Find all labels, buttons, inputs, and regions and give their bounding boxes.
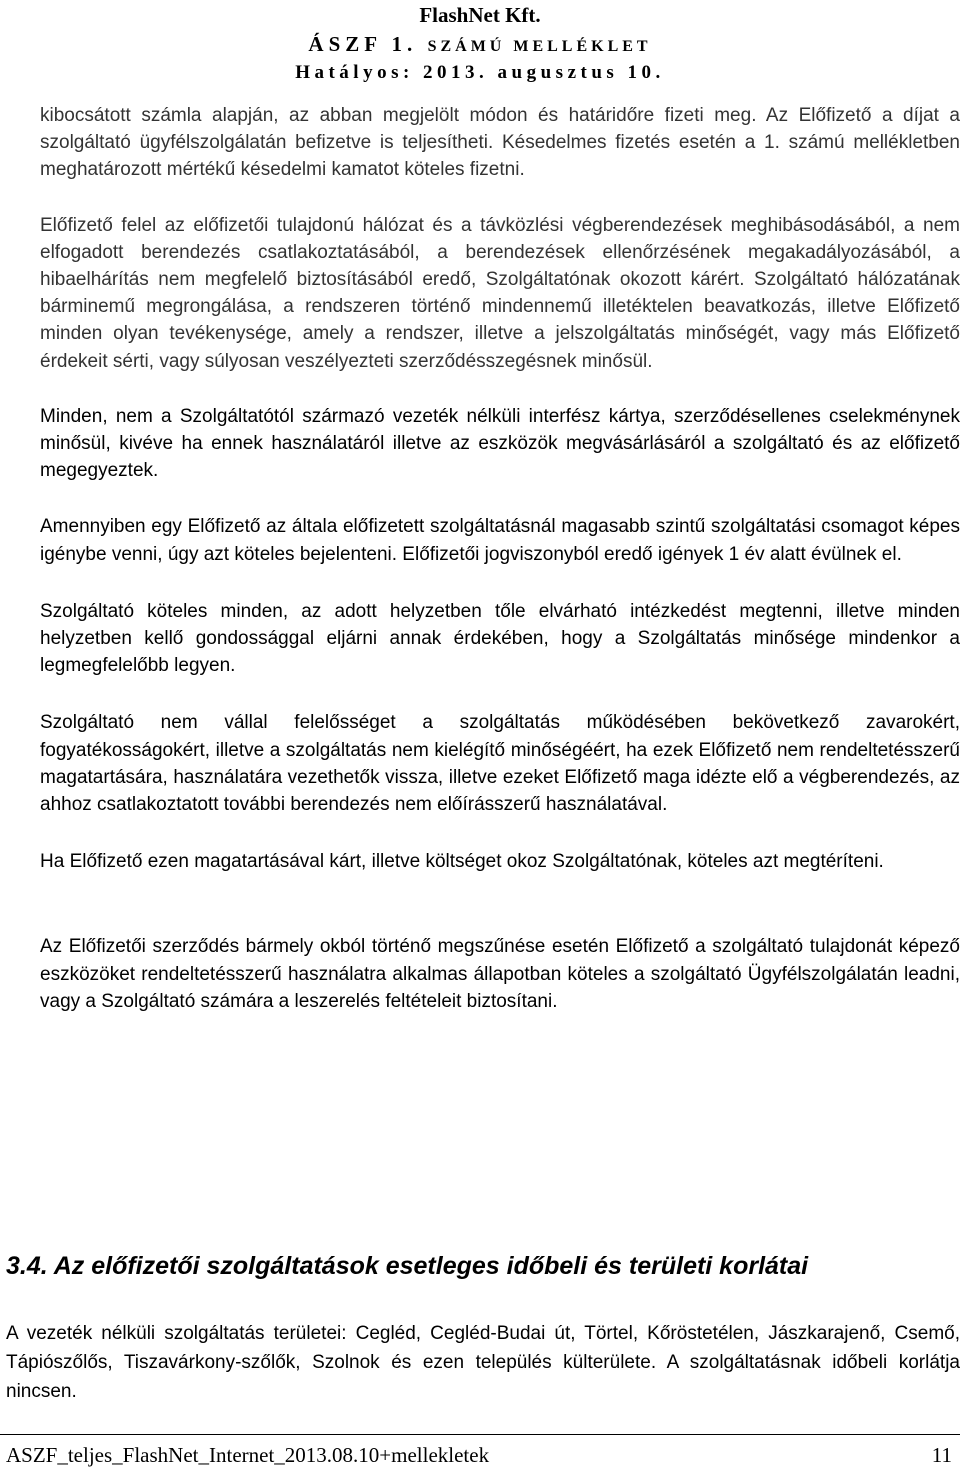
document-title-sub: SZÁMÚ MELLÉKLET bbox=[427, 38, 652, 55]
section-text: A vezeték nélküli szolgáltatás területei: Cegléd, Cegléd-Budai út, Törtel, Kőröstetélen, Jászkarajenő, Csemő, Tápiószőlős, Tiszavárkony-szőlők, Szolnok és ezen település külterülete. A szolgáltatásnak időbeli korlátja nincsen. bbox=[6, 1323, 960, 1402]
paragraph-provider-duty: Szolgáltató köteles minden, az adott helyzetben tőle elvárható intézkedést megtenni, illetve minden helyzetben kellő gondossággal eljárni annak érdekében, hogy a Szolgáltatás minősége mindenkor a legmegfelelőbb legyen. bbox=[40, 600, 960, 677]
company-name: FlashNet Kft. bbox=[419, 3, 541, 27]
document-title bbox=[0, 31, 960, 60]
effective-date: Hatályos: 2013. augusztus 10. bbox=[295, 62, 665, 83]
paragraph-interface-card: Minden, nem a Szolgáltatótól származó vezeték nélküli interfész kártya, szerződésellenes cselekménynek minősül, kivéve ha ennek használatáról illetve az eszközök megvásárlásáról a szolgáltató és az előfizető megegyeztek. bbox=[40, 405, 960, 482]
paragraph-no-liability: Szolgáltató nem vállal felelősséget a szolgáltatás működésében bekövetkező zavarokért, fogyatékosságokért, illetve a szolgáltatás nem kielégítő minőségéért, ha ezek Előfizető nem rendeltetésszerű magatartására, használatára vezethetők vissza, illetve ezeket Előfizető maga idézte elő a végberendezés, az ahhoz csatlakoztatott további berendezés nem előírásszerű használatával. bbox=[40, 712, 960, 816]
paragraph-contract-termination: Az Előfizetői szerződés bármely okból történő megszűnése esetén Előfizető a szolgáltató tulajdonát képező eszközöket rendeltetésszerű használatra alkalmas állapotban köteles a szolgáltató Ügyfélszolgálatán leadni, vagy a Szolgáltató számára a leszerelés feltételeit biztosítani. bbox=[40, 936, 960, 1012]
page-number: 11 bbox=[931, 1443, 952, 1467]
footer-filename: ASZF_teljes_FlashNet_Internet_2013.08.10+mellekletek bbox=[6, 1443, 490, 1467]
paragraph-liability: Előfizető felel az előfizetői tulajdonú hálózat és a távközlési végberendezések meghibásodásából, a nem elfogadott berendezés csatlakoztatásából, a berendezések ellenőrzésének megakadályozásából, a hibaelhárítás nem megfelelő biztosításából eredő, Szolgáltatónak okozott kárért. Szolgáltató hálózatának bárminemű megrongálása, a rendszeren történő mindennemű illetéktelen beavatkozás, illetve Előfizető minden olyan tevékenysége, amely a rendszer, illetve a jelszolgáltatás minőségét, vagy más Előfizető érdekeit sérti, vagy súlyosan veszélyezteti szerződésszegésnek minősül. bbox=[40, 214, 960, 372]
footer-divider bbox=[0, 1434, 960, 1435]
document-title-main: ÁSZF 1. bbox=[308, 32, 418, 56]
section-heading: 3.4. Az előfizetői szolgáltatások esetleges időbeli és területi korlátai bbox=[6, 1252, 809, 1280]
paragraph-damages: Ha Előfizető ezen magatartásával kárt, illetve költséget okoz Szolgáltatónak, köteles azt megtéríteni. bbox=[40, 851, 884, 873]
document-body bbox=[40, 102, 960, 1015]
paragraph-payment: kibocsátott számla alapján, az abban megjelölt módon és határidőre fizeti meg. Az Előfizető a díjat a szolgáltató ügyfélszolgálatán befizetve is teljesítheti. Késedelmes fizetés esetén a 1. számú mellékletben meghatározott mértékű késedelmi kamatot köteles fizetni. bbox=[40, 105, 960, 181]
paragraph-service-level: Amennyiben egy Előfizető az általa előfizetett szolgáltatásnál magasabb szintű szolgáltatási csomagot képes igénybe venni, úgy azt köteles bejelenteni. Előfizetői jogviszonyból eredő igények 1 év alatt évülnek el. bbox=[40, 516, 960, 565]
